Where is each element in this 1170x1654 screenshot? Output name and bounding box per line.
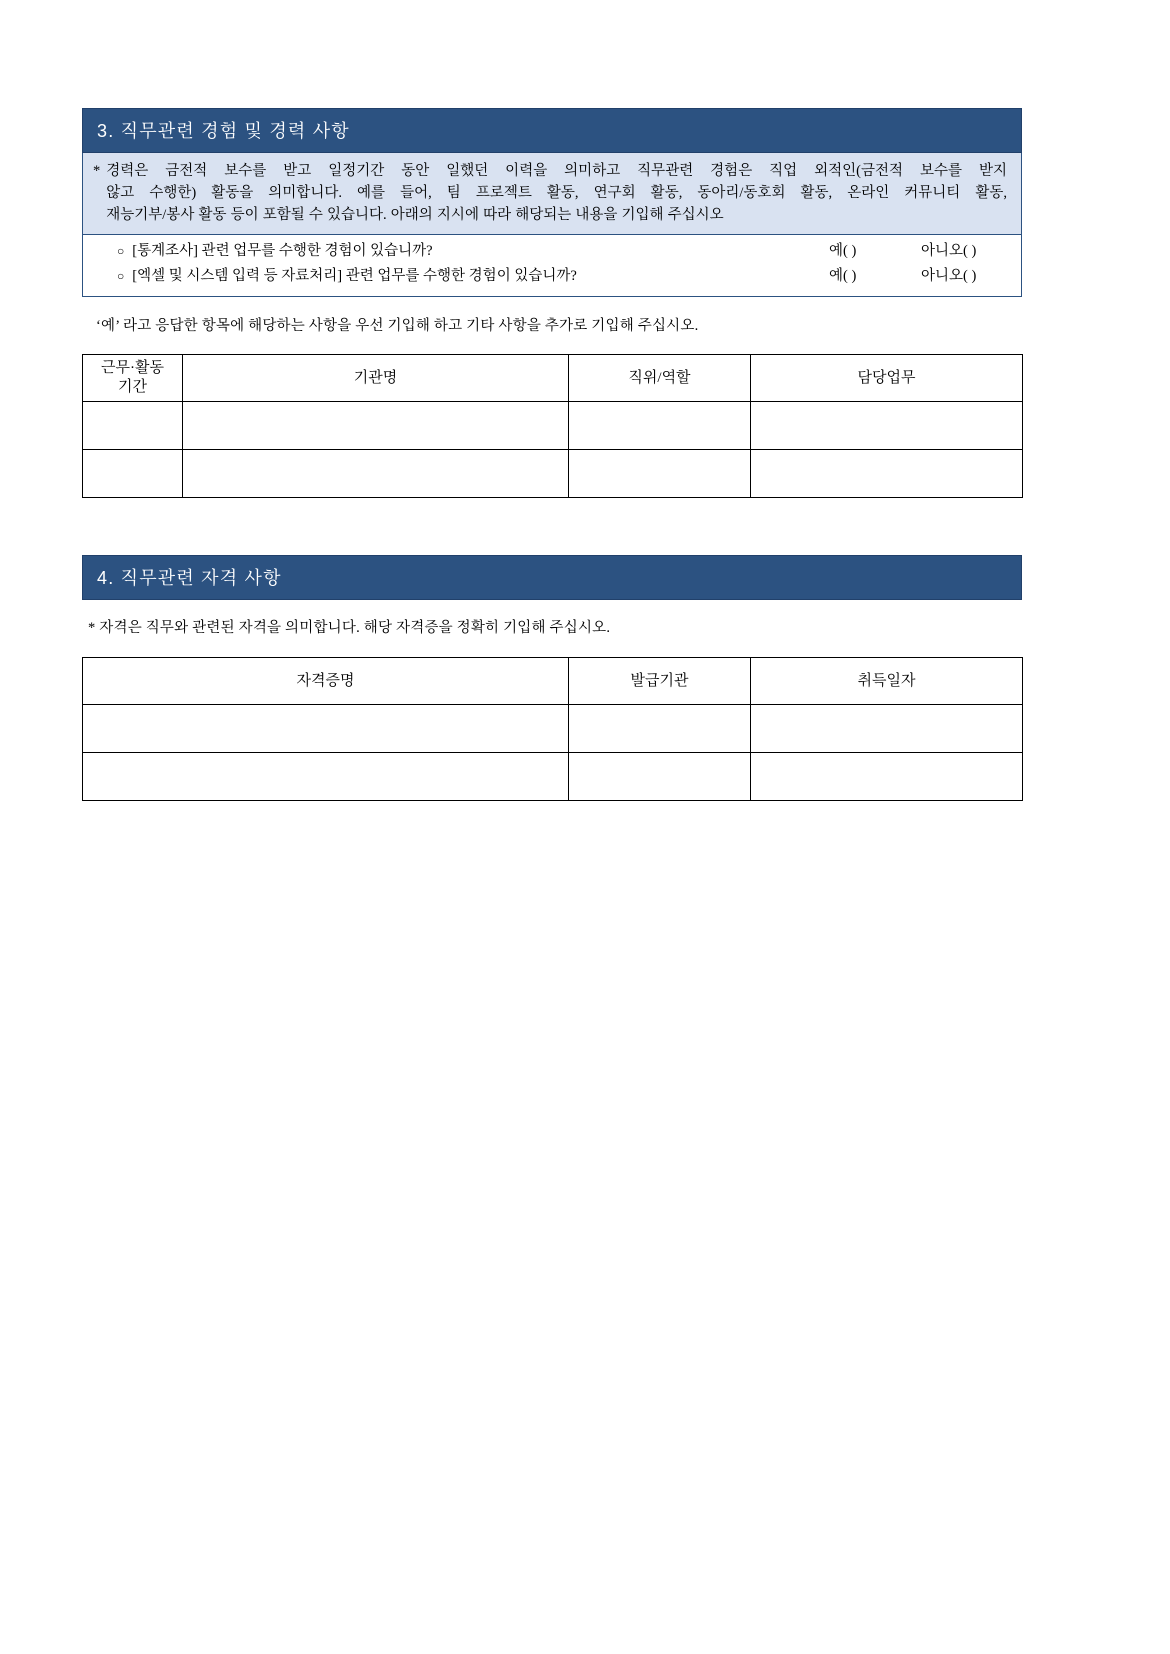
certificate-cell-name[interactable] <box>83 753 569 801</box>
question-1-text: [통계조사] 관련 업무를 수행한 경험이 있습니까? <box>132 243 433 260</box>
question-2-text: [엑셀 및 시스템 입력 등 자료처리] 관련 업무를 수행한 경험이 있습니까? <box>132 268 577 285</box>
info-bullet-star: * <box>93 163 101 179</box>
career-header-organization: 기관명 <box>183 355 569 402</box>
question-row-2 <box>97 264 1007 289</box>
info-line-2 <box>93 182 1007 204</box>
certificate-header-name: 자격증명 <box>83 658 569 705</box>
spacer-between-sections <box>82 498 1022 555</box>
info-line-1 <box>93 160 1007 182</box>
certificate-cell-name[interactable] <box>83 705 569 753</box>
info-text-line-3: 재능기부/봉사 활동 등이 포함될 수 있습니다. 아래의 지시에 따라 해당되는 내용을 기입해 주십시오 <box>106 207 724 224</box>
career-header-position: 직위/역할 <box>569 355 751 402</box>
certificate-cell-date[interactable] <box>751 705 1023 753</box>
career-header-period-line1: 근무·활동 <box>101 359 164 376</box>
certificate-cell-issuer[interactable] <box>569 753 751 801</box>
section-4-header: 4. 직무관련 자격 사항 <box>82 555 1022 600</box>
section-3-question-box <box>82 235 1022 297</box>
career-cell-period[interactable] <box>83 402 183 450</box>
certificate-header-date: 취득일자 <box>751 658 1023 705</box>
certificate-cell-date[interactable] <box>751 753 1023 801</box>
question-1-no-option[interactable]: 아니오( ) <box>921 243 977 260</box>
table-row <box>83 402 1023 450</box>
certificate-table <box>82 657 1023 801</box>
top-spacer <box>82 0 1022 108</box>
question-1-answers <box>829 239 1007 264</box>
info-text-line-2: 않고 수행한) 활동을 의미합니다. 예를 들어, 팀 프로젝트 활동, 연구회 활동, 동아리/동호회 활동, 온라인 커뮤니티 활동, <box>106 185 1007 202</box>
certificate-cell-issuer[interactable] <box>569 705 751 753</box>
career-cell-position[interactable] <box>569 450 751 498</box>
question-2-answers <box>829 264 1007 289</box>
section-3-info-box <box>82 153 1022 235</box>
spacer-before-table-4 <box>82 640 1022 657</box>
career-header-period <box>83 355 183 402</box>
document-page <box>82 0 1022 801</box>
spacer-before-table-3 <box>82 338 1022 354</box>
career-cell-position[interactable] <box>569 402 751 450</box>
career-cell-duty[interactable] <box>751 402 1023 450</box>
circle-bullet-icon: ○ <box>117 269 125 284</box>
career-header-period-line2: 기간 <box>118 379 147 396</box>
circle-bullet-icon: ○ <box>117 244 125 259</box>
career-table-header-row <box>83 355 1023 402</box>
info-line-3 <box>93 204 1007 226</box>
table-row <box>83 753 1023 801</box>
career-cell-duty[interactable] <box>751 450 1023 498</box>
career-cell-organization[interactable] <box>183 402 569 450</box>
career-header-duty: 담당업무 <box>751 355 1023 402</box>
career-table <box>82 354 1023 498</box>
section-4-note: * 자격은 직무와 관련된 자격을 의미합니다. 해당 자격증을 정확히 기입해 주십시오. <box>88 620 611 637</box>
info-text-line-1: 경력은 금전적 보수를 받고 일정기간 동안 일했던 이력을 의미하고 직무관련 경험은 직업 외적인(금전적 보수를 받지 <box>106 163 1007 179</box>
section-3-note: ‘예’ 라고 응답한 항목에 해당하는 사항을 우선 기입해 하고 기타 사항을 추가로 기입해 주십시오. <box>96 317 699 334</box>
table-row <box>83 705 1023 753</box>
question-1-yes-option[interactable]: 예( ) <box>829 243 857 260</box>
question-row-1 <box>97 239 1007 264</box>
question-2-yes-option[interactable]: 예( ) <box>829 268 857 285</box>
career-cell-period[interactable] <box>83 450 183 498</box>
table-row <box>83 450 1023 498</box>
certificate-table-header-row <box>83 658 1023 705</box>
certificate-header-issuer: 발급기관 <box>569 658 751 705</box>
section-3-header: 3. 직무관련 경험 및 경력 사항 <box>82 108 1022 153</box>
question-2-no-option[interactable]: 아니오( ) <box>921 268 977 285</box>
career-cell-organization[interactable] <box>183 450 569 498</box>
